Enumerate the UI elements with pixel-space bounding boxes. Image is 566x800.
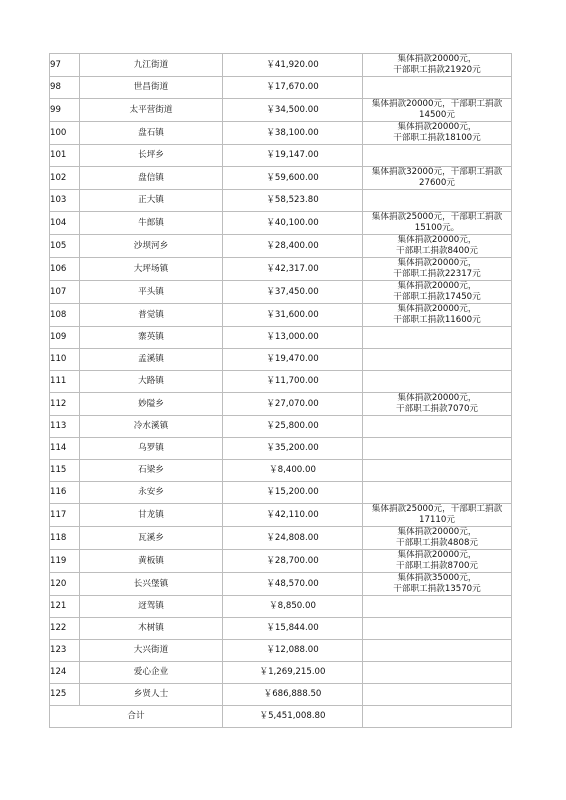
- row-number: 118: [50, 527, 80, 550]
- donation-amount: ￥42,317.00: [223, 258, 363, 281]
- table-row: [50, 371, 512, 393]
- table-row: [50, 504, 512, 527]
- unit-name: 乌罗镇: [80, 438, 223, 460]
- unit-name: 木树镇: [80, 618, 223, 640]
- donation-amount: ￥48,570.00: [223, 573, 363, 596]
- table-row: [50, 258, 512, 281]
- unit-name: 沙坝河乡: [80, 235, 223, 258]
- donation-amount: ￥8,400.00: [223, 460, 363, 482]
- total-label: 合计: [50, 706, 223, 728]
- donation-note: 集体捐款20000元， 干部职工捐款17450元: [363, 281, 512, 304]
- row-number: 101: [50, 145, 80, 167]
- unit-name: 九江街道: [80, 54, 223, 77]
- unit-name: 爱心企业: [80, 662, 223, 684]
- donation-note: 集体捐款20000元， 干部职工捐款4808元: [363, 527, 512, 550]
- donation-amount: ￥13,000.00: [223, 327, 363, 349]
- unit-name: 永安乡: [80, 482, 223, 504]
- table-row: [50, 304, 512, 327]
- donation-note: 集体捐款35000元， 干部职工捐款13570元: [363, 573, 512, 596]
- donation-amount: ￥28,700.00: [223, 550, 363, 573]
- row-number: 115: [50, 460, 80, 482]
- donation-amount: ￥41,920.00: [223, 54, 363, 77]
- unit-name: 大兴街道: [80, 640, 223, 662]
- donation-note: [363, 416, 512, 438]
- row-number: 117: [50, 504, 80, 527]
- donation-note: 集体捐款20000元， 干部职工捐款8700元: [363, 550, 512, 573]
- table-row: [50, 573, 512, 596]
- donation-amount: ￥24,808.00: [223, 527, 363, 550]
- row-number: 113: [50, 416, 80, 438]
- unit-name: 正大镇: [80, 190, 223, 212]
- donation-amount: ￥38,100.00: [223, 122, 363, 145]
- donation-note: 集体捐款20000元， 干部职工捐款18100元: [363, 122, 512, 145]
- table-row: [50, 99, 512, 122]
- table-row: [50, 54, 512, 77]
- donation-note: [363, 349, 512, 371]
- row-number: 125: [50, 684, 80, 706]
- donation-table: [49, 53, 512, 728]
- row-number: 106: [50, 258, 80, 281]
- table-row: [50, 662, 512, 684]
- donation-amount: ￥12,088.00: [223, 640, 363, 662]
- donation-amount: ￥15,200.00: [223, 482, 363, 504]
- unit-name: 长坪乡: [80, 145, 223, 167]
- donation-amount: ￥42,110.00: [223, 504, 363, 527]
- donation-note: 集体捐款20000元， 干部职工捐款11600元: [363, 304, 512, 327]
- unit-name: 大路镇: [80, 371, 223, 393]
- donation-amount: ￥17,670.00: [223, 77, 363, 99]
- unit-name: 乡贤人士: [80, 684, 223, 706]
- table-row: [50, 527, 512, 550]
- unit-name: 平头镇: [80, 281, 223, 304]
- unit-name: 普觉镇: [80, 304, 223, 327]
- donation-amount: ￥686,888.50: [223, 684, 363, 706]
- row-number: 109: [50, 327, 80, 349]
- donation-note: 集体捐款20000元， 干部职工捐款22317元: [363, 258, 512, 281]
- donation-note: [363, 640, 512, 662]
- donation-note: [363, 460, 512, 482]
- table-row: [50, 482, 512, 504]
- donation-note: [363, 327, 512, 349]
- unit-name: 盘石镇: [80, 122, 223, 145]
- row-number: 122: [50, 618, 80, 640]
- row-number: 121: [50, 596, 80, 618]
- donation-note: [363, 190, 512, 212]
- donation-note: [363, 684, 512, 706]
- row-number: 123: [50, 640, 80, 662]
- row-number: 103: [50, 190, 80, 212]
- donation-amount: ￥28,400.00: [223, 235, 363, 258]
- donation-note: 集体捐款20000元，干部职工捐款 14500元: [363, 99, 512, 122]
- table-row: [50, 167, 512, 190]
- row-number: 114: [50, 438, 80, 460]
- donation-note: 集体捐款32000元，干部职工捐款 27600元: [363, 167, 512, 190]
- row-number: 107: [50, 281, 80, 304]
- table-row: [50, 460, 512, 482]
- table-row: [50, 122, 512, 145]
- row-number: 99: [50, 99, 80, 122]
- row-number: 116: [50, 482, 80, 504]
- unit-name: 黄板镇: [80, 550, 223, 573]
- donation-note: [363, 482, 512, 504]
- table-row: [50, 393, 512, 416]
- donation-amount: ￥37,450.00: [223, 281, 363, 304]
- table-row: [50, 235, 512, 258]
- total-amount: ￥5,451,008.80: [223, 706, 363, 728]
- table-row: [50, 684, 512, 706]
- row-number: 111: [50, 371, 80, 393]
- unit-name: 孟溪镇: [80, 349, 223, 371]
- donation-amount: ￥8,850.00: [223, 596, 363, 618]
- unit-name: 牛郎镇: [80, 212, 223, 235]
- unit-name: 太平营街道: [80, 99, 223, 122]
- donation-amount: ￥11,700.00: [223, 371, 363, 393]
- row-number: 119: [50, 550, 80, 573]
- table-row: [50, 212, 512, 235]
- table-row: [50, 281, 512, 304]
- donation-note: [363, 596, 512, 618]
- donation-note: 集体捐款20000元， 干部职工捐款8400元: [363, 235, 512, 258]
- donation-note: 集体捐款20000元， 干部职工捐款7070元: [363, 393, 512, 416]
- row-number: 124: [50, 662, 80, 684]
- row-number: 120: [50, 573, 80, 596]
- row-number: 104: [50, 212, 80, 235]
- donation-amount: ￥58,523.80: [223, 190, 363, 212]
- unit-name: 长兴堡镇: [80, 573, 223, 596]
- donation-amount: ￥31,600.00: [223, 304, 363, 327]
- donation-amount: ￥15,844.00: [223, 618, 363, 640]
- table-row: [50, 640, 512, 662]
- table-row: [50, 145, 512, 167]
- donation-note: [363, 77, 512, 99]
- table-row: [50, 349, 512, 371]
- donation-note: [363, 438, 512, 460]
- donation-amount: ￥59,600.00: [223, 167, 363, 190]
- donation-note: [363, 145, 512, 167]
- table-row: [50, 550, 512, 573]
- table-row: [50, 190, 512, 212]
- table-row: [50, 327, 512, 349]
- donation-amount: ￥40,100.00: [223, 212, 363, 235]
- unit-name: 迓驾镇: [80, 596, 223, 618]
- total-row: [50, 706, 512, 728]
- row-number: 98: [50, 77, 80, 99]
- donation-note: [363, 662, 512, 684]
- table-row: [50, 618, 512, 640]
- donation-amount: ￥19,470.00: [223, 349, 363, 371]
- donation-note: [363, 618, 512, 640]
- donation-amount: ￥35,200.00: [223, 438, 363, 460]
- total-note: [363, 706, 512, 728]
- donation-note: 集体捐款20000元， 干部职工捐款21920元: [363, 54, 512, 77]
- unit-name: 盘信镇: [80, 167, 223, 190]
- row-number: 97: [50, 54, 80, 77]
- unit-name: 寨英镇: [80, 327, 223, 349]
- unit-name: 瓦溪乡: [80, 527, 223, 550]
- donation-note: 集体捐款25000元，干部职工捐款 17110元: [363, 504, 512, 527]
- donation-table-body: [50, 54, 512, 706]
- table-row: [50, 77, 512, 99]
- table-row: [50, 438, 512, 460]
- row-number: 102: [50, 167, 80, 190]
- row-number: 108: [50, 304, 80, 327]
- unit-name: 大坪场镇: [80, 258, 223, 281]
- row-number: 112: [50, 393, 80, 416]
- donation-amount: ￥27,070.00: [223, 393, 363, 416]
- donation-note: 集体捐款25000元，干部职工捐款 15100元。: [363, 212, 512, 235]
- unit-name: 冷水溪镇: [80, 416, 223, 438]
- donation-note: [363, 371, 512, 393]
- unit-name: 石梁乡: [80, 460, 223, 482]
- table-row: [50, 416, 512, 438]
- donation-amount: ￥25,800.00: [223, 416, 363, 438]
- donation-amount: ￥34,500.00: [223, 99, 363, 122]
- unit-name: 妙隘乡: [80, 393, 223, 416]
- donation-amount: ￥19,147.00: [223, 145, 363, 167]
- row-number: 105: [50, 235, 80, 258]
- row-number: 110: [50, 349, 80, 371]
- unit-name: 世昌街道: [80, 77, 223, 99]
- row-number: 100: [50, 122, 80, 145]
- table-row: [50, 596, 512, 618]
- unit-name: 甘龙镇: [80, 504, 223, 527]
- donation-amount: ￥1,269,215.00: [223, 662, 363, 684]
